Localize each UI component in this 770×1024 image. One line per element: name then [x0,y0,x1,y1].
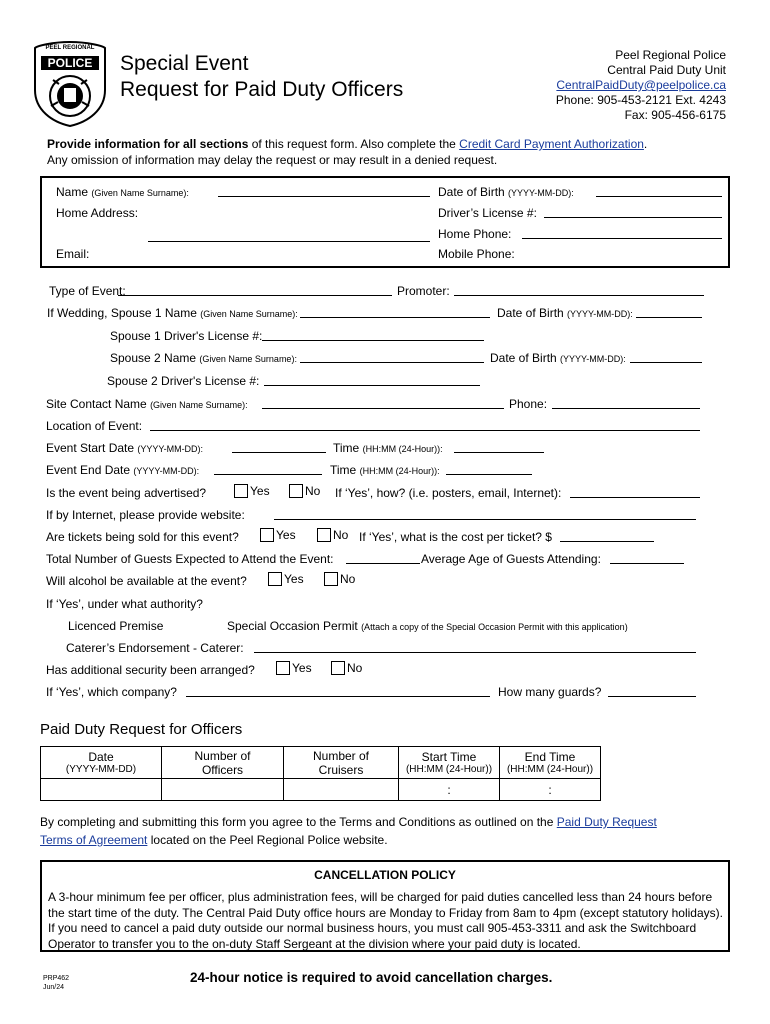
spouse2-dob-field[interactable] [630,352,702,363]
site-contact-field[interactable] [262,398,504,409]
wedding-spouse1-label: If Wedding, Spouse 1 Name (Given Name Surname): [47,306,298,320]
home-phone-field[interactable] [522,228,722,239]
request-table [40,746,601,801]
start-time-field[interactable] [454,442,544,453]
security-yes-checkbox[interactable] [276,661,290,675]
org-unit: Central Paid Duty Unit [607,63,726,77]
authority-label: If ‘Yes’, under what authority? [46,597,203,611]
company-field[interactable] [186,686,490,697]
intro-text-b: . [643,137,648,151]
promoter-label: Promoter: [397,284,450,298]
home-phone-label: Home Phone: [438,227,512,241]
caterer-label: Caterer’s Endorsement - Caterer: [66,641,244,655]
intro-line1 [47,137,647,151]
advertised-yes[interactable]: Yes [234,484,270,498]
licenced-premise-option[interactable]: Licenced Premise [68,619,164,633]
logo-top-text: PEEL REGIONAL [45,45,95,51]
website-label: If by Internet, please provide website: [46,508,245,522]
start-date-label: Event Start Date (YYYY-MM-DD): [46,441,204,455]
intro-text-a: of this request form. Also complete the [248,137,460,151]
guards-label: How many guards? [498,685,602,699]
security-no-checkbox[interactable] [331,661,345,675]
name-label: Name (Given Name Surname): [56,185,189,199]
start-time-cell[interactable]: : [399,779,500,801]
start-date-field[interactable] [232,442,326,453]
cruisers-cell[interactable] [284,779,399,801]
advertised-no-checkbox[interactable] [289,484,303,498]
advertised-how-label: If ‘Yes’, how? (i.e. posters, email, Internet): [335,486,562,500]
advertised-how-field[interactable] [570,487,700,498]
tickets-no-checkbox[interactable] [317,528,331,542]
spouse2-name-field[interactable] [300,352,484,363]
site-contact-label: Site Contact Name (Given Name Surname): [46,397,248,411]
email-label: Email: [56,247,90,261]
org-name: Peel Regional Police [615,48,726,62]
org-phone: Phone: 905-453-2121 Ext. 4243 [555,93,726,107]
end-date-label: Event End Date (YYYY-MM-DD): [46,463,200,477]
cancellation-body: A 3-hour minimum fee per officer, plus administration fees, will be charged for paid duties cancelled less than 24 hours before the start time of the duty. The Central Paid Duty office hours are Monday to Friday from 8am to 4pm (except statutory holidays). If you need to cancel a paid duty outside our normal business hours, you must call 905-453-3311 and ask the Switchboard Operator to transfer you to the on-duty Staff Sergeant at the division where your paid duty is located. [48,890,723,951]
dob-label: Date of Birth (YYYY-MM-DD): [438,185,574,199]
advertised-no[interactable]: No [289,484,320,498]
intro-line2: Any omission of information may delay the request or may result in a denied request. [47,153,498,167]
guests-label: Total Number of Guests Expected to Attend the Event: [46,552,334,566]
credit-card-link[interactable]: Credit Card Payment Authorization [459,137,644,151]
alcohol-label: Will alcohol be available at the event? [46,574,247,588]
date-cell[interactable] [41,779,162,801]
alcohol-no-checkbox[interactable] [324,572,338,586]
cancellation-box [40,860,730,952]
drivers-license-field[interactable] [544,207,722,218]
spouse1-license-label: Spouse 1 Driver's License #: [110,329,263,343]
advertised-yes-checkbox[interactable] [234,484,248,498]
security-no[interactable]: No [331,661,362,675]
ticket-cost-label: If ‘Yes’, what is the cost per ticket? $ [359,530,552,544]
website-field[interactable] [274,509,696,520]
cancellation-title: CANCELLATION POLICY [314,868,456,882]
avg-age-label: Average Age of Guests Attending: [421,552,601,566]
form-title-line2: Request for Paid Duty Officers [120,78,404,101]
intro-bold: Provide information for all sections [47,137,249,151]
tickets-yes[interactable]: Yes [260,528,296,542]
site-phone-field[interactable] [552,398,700,409]
alcohol-yes[interactable]: Yes [268,572,304,586]
terms-link-part2[interactable]: Terms of Agreement [40,833,148,847]
org-fax: Fax: 905-456-6175 [624,108,726,122]
form-code: PRP462 [43,975,70,982]
col-start-header: Start Time (HH:MM (24-Hour)) [399,747,500,779]
promoter-field[interactable] [454,285,704,296]
spouse2-license-label: Spouse 2 Driver's License #: [107,374,260,388]
tickets-label: Are tickets being sold for this event? [46,530,239,544]
sop-option[interactable]: Special Occasion Permit (Attach a copy of the Special Occasion Permit with this application) [227,619,628,633]
terms-line2: Terms of Agreement located on the Peel Regional Police website. [40,833,388,847]
org-email-link[interactable]: CentralPaidDuty@peelpolice.ca [556,78,726,92]
end-time-label: Time (HH:MM (24-Hour)): [330,463,440,477]
police-badge-logo [33,40,107,128]
caterer-field[interactable] [254,642,696,653]
guests-field[interactable] [346,553,420,564]
company-label: If ‘Yes’, which company? [46,685,177,699]
terms-line1: By completing and submitting this form you agree to the Terms and Conditions as outlined on the Paid Duty Request [40,815,657,829]
logo-main-text: POLICE [47,56,93,70]
col-officers-header: Number of Officers [162,747,284,779]
terms-link-part1[interactable]: Paid Duty Request [556,815,657,829]
officers-cell[interactable] [162,779,284,801]
site-phone-label: Phone: [509,397,548,411]
spouse2-dob-label: Date of Birth (YYYY-MM-DD): [490,351,626,365]
spouse1-dob-field[interactable] [636,307,702,318]
col-date-header: Date (YYYY-MM-DD) [41,747,162,779]
mobile-phone-label: Mobile Phone: [438,247,515,261]
tickets-no[interactable]: No [317,528,348,542]
spouse2-license-field[interactable] [264,375,480,386]
alcohol-yes-checkbox[interactable] [268,572,282,586]
spouse1-dob-label: Date of Birth (YYYY-MM-DD): [497,306,633,320]
col-cruisers-header: Number of Cruisers [284,747,399,779]
location-label: Location of Event: [46,419,143,433]
form-title-line1: Special Event [120,52,249,75]
end-date-field[interactable] [214,464,322,475]
location-field[interactable] [150,420,700,431]
drivers-license-label: Driver’s License #: [438,206,537,220]
spouse1-name-field[interactable] [300,307,490,318]
event-type-label: Type of Event: [49,284,126,298]
request-heading: Paid Duty Request for Officers [40,721,243,738]
end-time-field[interactable] [446,464,532,475]
footer-notice: 24-hour notice is required to avoid cancellation charges. [190,970,553,985]
col-end-header: End Time (HH:MM (24-Hour)) [500,747,601,779]
start-time-label: Time (HH:MM (24-Hour)): [333,441,443,455]
home-address-field[interactable] [148,231,430,242]
security-label: Has additional security been arranged? [46,663,255,677]
tickets-yes-checkbox[interactable] [260,528,274,542]
end-time-cell[interactable]: : [500,779,601,801]
name-field[interactable] [218,186,430,197]
guards-field[interactable] [608,686,696,697]
dob-field[interactable] [596,186,722,197]
alcohol-no[interactable]: No [324,572,355,586]
security-yes[interactable]: Yes [276,661,312,675]
personal-info-box [40,176,730,268]
event-type-field[interactable] [118,285,392,296]
spouse2-name-label: Spouse 2 Name (Given Name Surname): [110,351,297,365]
advertised-label: Is the event being advertised? [46,486,207,500]
spouse1-license-field[interactable] [262,330,484,341]
avg-age-field[interactable] [610,553,684,564]
org-contact-block [556,48,726,123]
home-address-label: Home Address: [56,206,139,220]
form-date: Jun/24 [43,984,65,991]
ticket-cost-field[interactable] [560,531,654,542]
